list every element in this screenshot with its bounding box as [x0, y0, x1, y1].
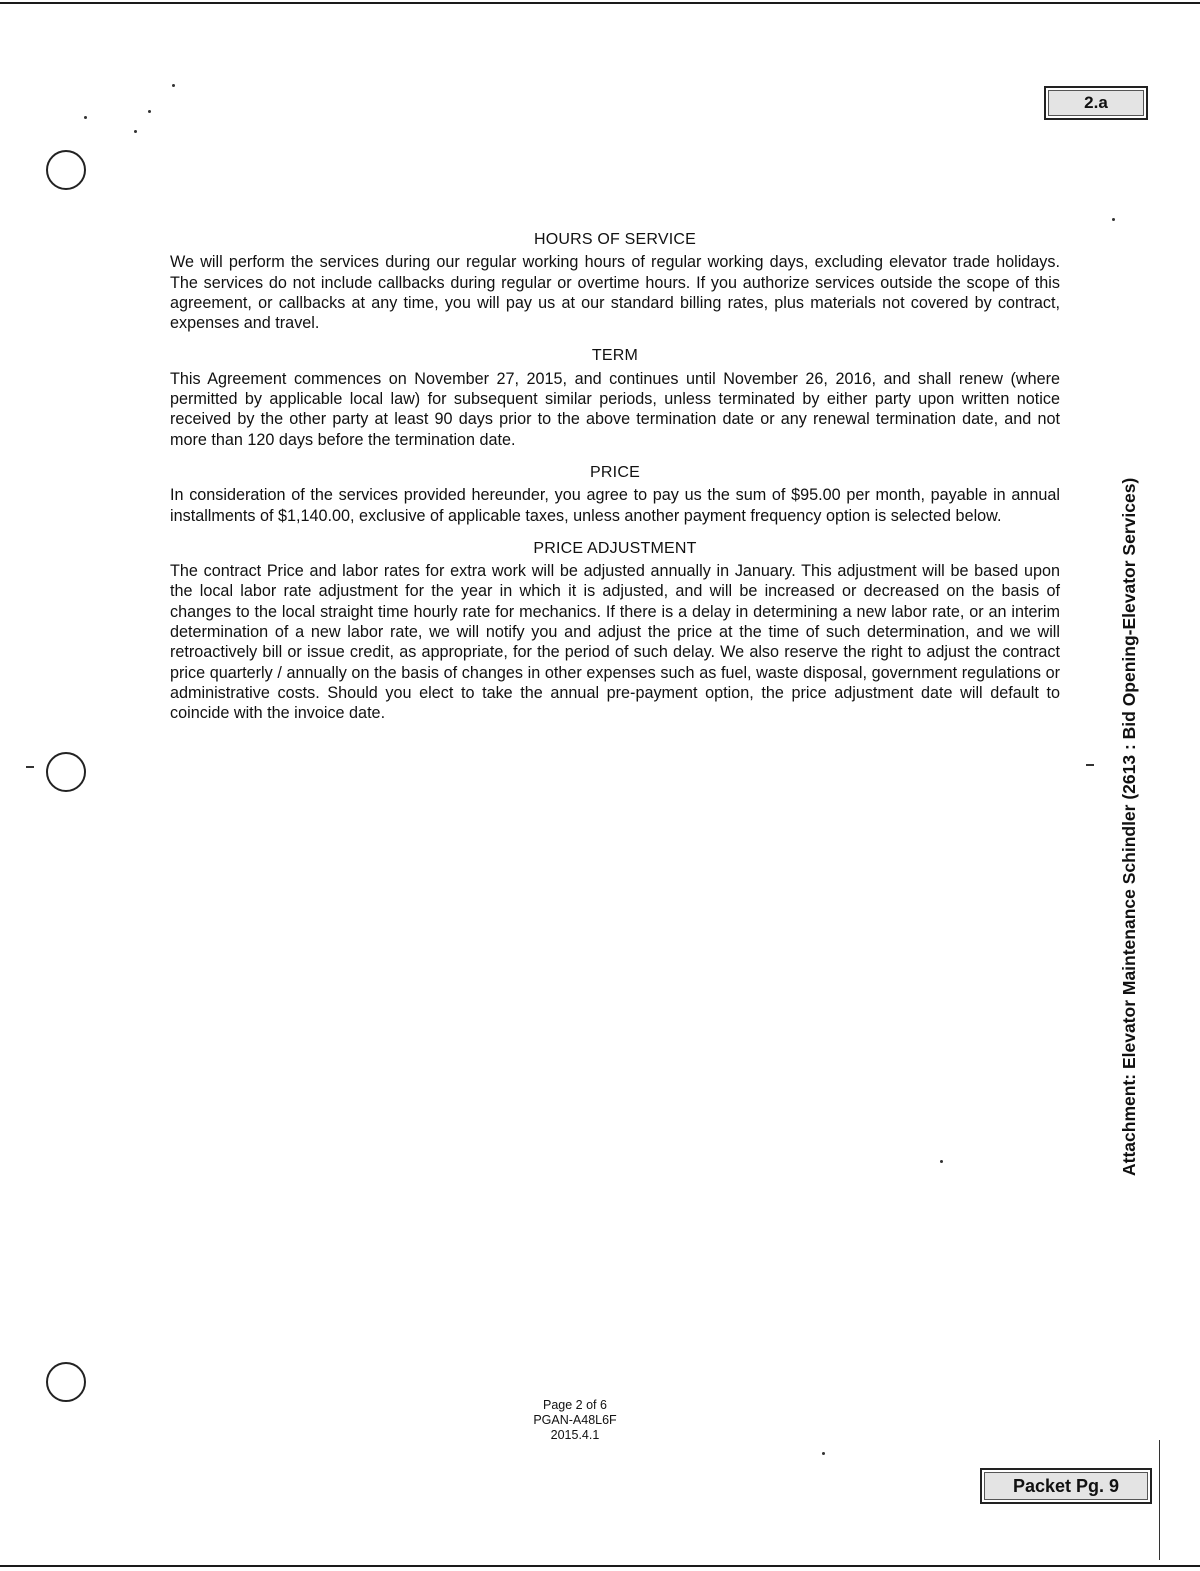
scan-speck	[940, 1160, 943, 1163]
attachment-sidebar-label: Attachment: Elevator Maintenance Schindler (2613 : Bid Opening-Elevator Services)	[1119, 477, 1139, 1176]
document-body	[170, 230, 1060, 737]
section-hours-of-service	[170, 230, 1060, 333]
scan-speck	[84, 116, 87, 119]
packet-page-label: Packet Pg. 9	[1012, 1475, 1120, 1496]
scan-speck	[822, 1452, 825, 1455]
punch-hole-middle	[46, 752, 86, 792]
scan-speck	[134, 130, 137, 133]
page-footer	[470, 1398, 680, 1443]
section-term	[170, 346, 1060, 449]
page-top-border	[0, 2, 1200, 4]
page-number: Page 2 of 6	[543, 1398, 607, 1412]
packet-page-stamp	[980, 1468, 1152, 1504]
section-body: We will perform the services during our regular working hours of regular working days, excluding elevator trade holidays. The services do not include callbacks during regular or overtime hours. If you authorize services outside the scope of this agreement, or callbacks at any time, you will pay us at our standard billing rates, plus materials not covered by contract, expenses and travel.	[170, 253, 1060, 333]
punch-hole-bottom	[46, 1362, 86, 1402]
scan-speck	[148, 110, 151, 113]
attachment-stamp	[1044, 86, 1148, 120]
scan-dash	[26, 766, 34, 768]
document-version: 2015.4.1	[550, 1428, 600, 1442]
page-right-border	[1159, 1440, 1160, 1560]
document-code: PGAN-A48L6F	[533, 1413, 617, 1427]
section-body: This Agreement commences on November 27, 2015, and continues until November 26, 2016, and shall renew (where permitted by applicable local law) for subsequent similar periods, unless terminated by either party upon written notice received by the other party at least 90 days prior to the above termination date or any renewal termination date, and not more than 120 days before the termination date.	[170, 369, 1060, 449]
section-body: The contract Price and labor rates for extra work will be adjusted annually in January. This adjustment will be based upon the local labor rate adjustment for the year in which it is adjusted, and will be increased or decreased on the basis of changes to the local straight time hourly rate for mechanics. If there is a delay in determining a new labor rate, or an interim determination of a new labor rate, we will notify you and adjust the price at the time of such determination, and we will retroactively bill or issue credit, as appropriate, for the period of such delay. We also reserve the right to adjust the contract price quarterly / annually on the basis of changes in other expenses such as fuel, waste disposal, government regulations or administrative costs. Should you elect to take the annual pre-payment option, the price adjustment date will default to coincide with the invoice date.	[170, 562, 1060, 723]
section-title: PRICE ADJUSTMENT	[533, 539, 697, 557]
section-body: In consideration of the services provided hereunder, you agree to pay us the sum of $95.00 per month, payable in annual installments of $1,140.00, exclusive of applicable taxes, unless another payment frequency option is selected below.	[170, 486, 1060, 525]
section-price-adjustment	[170, 539, 1060, 724]
section-title: TERM	[591, 347, 639, 365]
attachment-stamp-label: 2.a	[1084, 93, 1108, 112]
section-title: PRICE	[590, 463, 640, 481]
section-price	[170, 463, 1060, 526]
scan-speck	[1112, 218, 1115, 221]
punch-hole-top	[46, 150, 86, 190]
scan-dash	[1086, 764, 1094, 766]
page-bottom-border	[0, 1565, 1200, 1567]
section-title: HOURS OF SERVICE	[533, 231, 697, 248]
scan-speck	[172, 84, 175, 87]
